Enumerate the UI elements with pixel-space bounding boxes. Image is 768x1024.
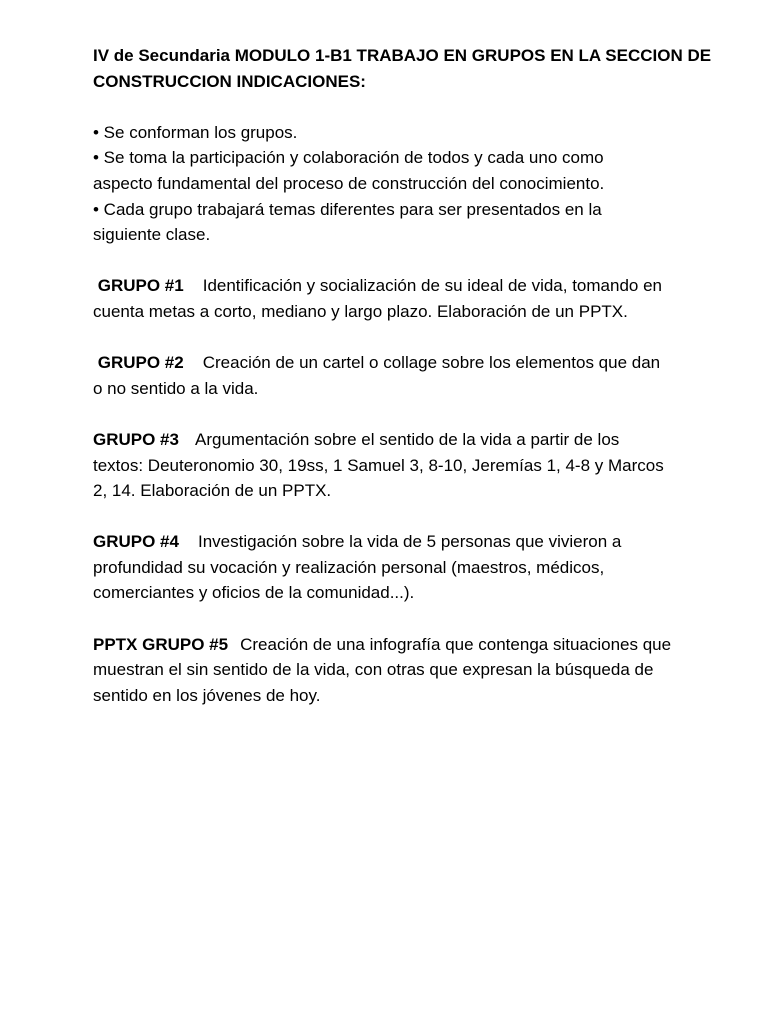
group-text: Identificación y socialización de su ideal de vida, tomando en bbox=[202, 276, 663, 296]
group-text: Argumentación sobre el sentido de la vida a partir de los bbox=[194, 429, 620, 449]
group-label: GRUPO #3 bbox=[93, 429, 179, 449]
group-line bbox=[93, 632, 733, 658]
group-4-paragraph bbox=[93, 529, 733, 606]
bullet-item: • Se conforman los grupos. bbox=[93, 122, 298, 142]
group-line: sentido en los jóvenes de hoy. bbox=[93, 685, 321, 705]
document-heading bbox=[93, 43, 733, 94]
instruction-list bbox=[93, 120, 733, 248]
group-line: cuenta metas a corto, mediano y largo plazo. Elaboración de un PPTX. bbox=[93, 301, 628, 321]
bullet-item: • Cada grupo trabajará temas diferentes para ser presentados en la bbox=[93, 199, 602, 219]
blank-line bbox=[93, 325, 733, 351]
bullet-item-continuation: aspecto fundamental del proceso de construcción del conocimiento. bbox=[93, 173, 605, 193]
document-page bbox=[93, 43, 733, 708]
blank-line bbox=[93, 504, 733, 530]
group-3-paragraph bbox=[93, 427, 733, 504]
group-label: GRUPO #4 bbox=[93, 532, 179, 552]
group-2-paragraph bbox=[93, 350, 733, 401]
group-line: muestran el sin sentido de la vida, con otras que expresan la búsqueda de bbox=[93, 660, 654, 680]
group-line: 2, 14. Elaboración de un PPTX. bbox=[93, 481, 332, 501]
bullet-item: • Se toma la participación y colaboración de todos y cada uno como bbox=[93, 148, 604, 168]
group-label: GRUPO #2 bbox=[97, 353, 184, 373]
blank-line bbox=[93, 401, 733, 427]
blank-line bbox=[93, 94, 733, 120]
group-line bbox=[93, 273, 733, 299]
heading-line: IV de Secundaria MODULO 1-B1 TRABAJO EN GRUPOS EN LA SECCION DE bbox=[93, 46, 712, 65]
group-line bbox=[93, 350, 733, 376]
group-label: GRUPO #1 bbox=[97, 276, 184, 296]
blank-line bbox=[93, 606, 733, 632]
group-line: o no sentido a la vida. bbox=[93, 378, 259, 398]
group-text: Creación de una infografía que contenga situaciones que bbox=[240, 634, 672, 654]
group-text: Investigación sobre la vida de 5 personas que vivieron a bbox=[197, 532, 622, 552]
group-line: profundidad su vocación y realización personal (maestros, médicos, bbox=[93, 557, 605, 577]
group-5-paragraph bbox=[93, 632, 733, 709]
heading-line: CONSTRUCCION INDICACIONES: bbox=[93, 71, 366, 91]
bullet-item-continuation: siguiente clase. bbox=[93, 225, 211, 245]
blank-line bbox=[93, 248, 733, 274]
group-line bbox=[93, 529, 733, 555]
group-line bbox=[93, 427, 733, 453]
group-line: textos: Deuteronomio 30, 19ss, 1 Samuel 3, 8-10, Jeremías 1, 4-8 y Marcos bbox=[93, 455, 664, 475]
group-label: PPTX GRUPO #5 bbox=[93, 634, 229, 654]
group-line: comerciantes y oficios de la comunidad...). bbox=[93, 583, 415, 603]
group-text: Creación de un cartel o collage sobre los elementos que dan bbox=[202, 353, 661, 373]
group-1-paragraph bbox=[93, 273, 733, 324]
